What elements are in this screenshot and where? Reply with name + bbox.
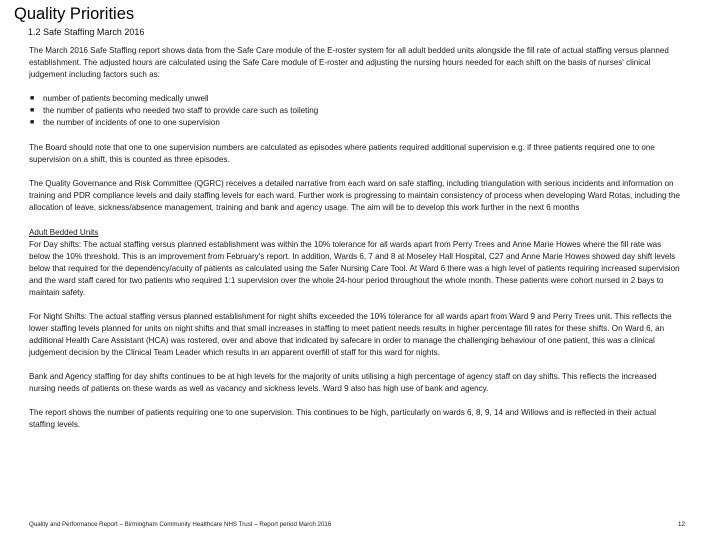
qgrc-paragraph: The Quality Governance and Risk Committee (QGRC) receives a detailed narrative from each ward on safe staffing, including triangulation with serious incidents and information on training and PDR compliance levels and daily staffing levels for each ward. Further work is progressing to maintain consistency of process when developing Ward Rotas, including the allocation of leave, sickness/absence management, training and bank and agency usage. The aim will be to develop this work further in the next 6 months <box>29 179 680 212</box>
one-to-one-paragraph: The report shows the number of patients requiring one to one supervision. This continues to be high, particularly on wards 6, 8, 9, 14 and Willows and is reflected in their actual staffing levels. <box>29 408 657 429</box>
night-shifts-text: The actual staffing versus planned establishment for night shifts exceeded the 10% tolerance for all wards apart from Ward 9 and Perry Trees unit. This reflects the lower staffing levels planned for units on night shifts and that small increases in staffing to meet patient needs results in higher percentage fill rates for these shifts. On Ward 6, an additional Health Care Assistant (HCA) was rostered, over and above that indicated by safecare in order to manage the challenging behaviour of one patient, this was a clinical judgement decision by the Clinical Team Leader which results in an apparent overfill of staff for this ward for nights. <box>29 312 672 357</box>
day-shifts-paragraph <box>29 239 684 299</box>
list-item: ■ the number of patients who needed two staff to provide care such as toileting <box>30 106 319 115</box>
section-heading: 1.2 Safe Staffing March 2016 <box>28 27 145 37</box>
page-number: 12 <box>678 521 685 528</box>
footer-text: Quality and Performance Report – Birmingham Community Healthcare NHS Trust – Report period March 2016 <box>29 521 332 528</box>
list-item: ■ number of patients becoming medically unwell <box>30 94 209 103</box>
page-title: Quality Priorities <box>14 5 135 23</box>
night-shifts-label: For Night Shifts: <box>29 312 88 321</box>
bullet-icon: ■ <box>30 107 35 114</box>
list-item: ■ the number of incidents of one to one supervision <box>30 118 220 127</box>
day-shifts-text: The actual staffing versus planned establishment was within the 10% tolerance for all wards apart from Perry Trees and Anne Marie Howes where the fill rate was below the 10% threshold. This is an improvement from February's report. In addition, Wards 6, 7 and 8 at Moseley Hall Hospital, C27 and Anne Marie Howes showed day shift levels below that required for the dependency/acuity of patients as calculated using the Safer Nursing Care Tool. At Ward 6 there was a high level of patients requiring increased supervision and the ward staff cared for two patients who required 1:1 supervision over the whole 24-hour period throughout the whole month. These patients were cohort nursed in 2 bays to maintain safety. <box>29 240 680 297</box>
bullet-icon: ■ <box>30 95 35 102</box>
adult-bedded-units-heading: Adult Bedded Units <box>29 228 99 237</box>
report-body <box>29 45 684 431</box>
bullet-icon: ■ <box>30 119 35 126</box>
factor-list <box>29 93 684 129</box>
intro-paragraph: The March 2016 Safe Staffing report shows data from the Safe Care module of the E-roster system for all adult bedded units alongside the fill rate of actual staffing versus planned establishment. The adjusted hours are calculated using the Safe Care module of E-roster and adjusting the nursing hours needed for each shift on the basis of nurses' clinical judgement including factors such as: <box>29 46 669 79</box>
night-shifts-paragraph <box>29 311 684 359</box>
board-note-paragraph: The Board should note that one to one supervision numbers are calculated as episodes where patients required additional supervision e.g. if three patients required one to one supervision on a shift, this is counted as three episodes. <box>29 143 655 164</box>
bank-agency-paragraph: Bank and Agency staffing for day shifts continues to be at high levels for the majority of units utilising a high percentage of agency staff on day shifts. This reflects the increased nursing needs of patients on these wards as well as vacancy and sickness levels. Ward 9 also has high use of bank and agency. <box>29 372 657 393</box>
day-shifts-label: For Day shifts: <box>29 240 82 249</box>
